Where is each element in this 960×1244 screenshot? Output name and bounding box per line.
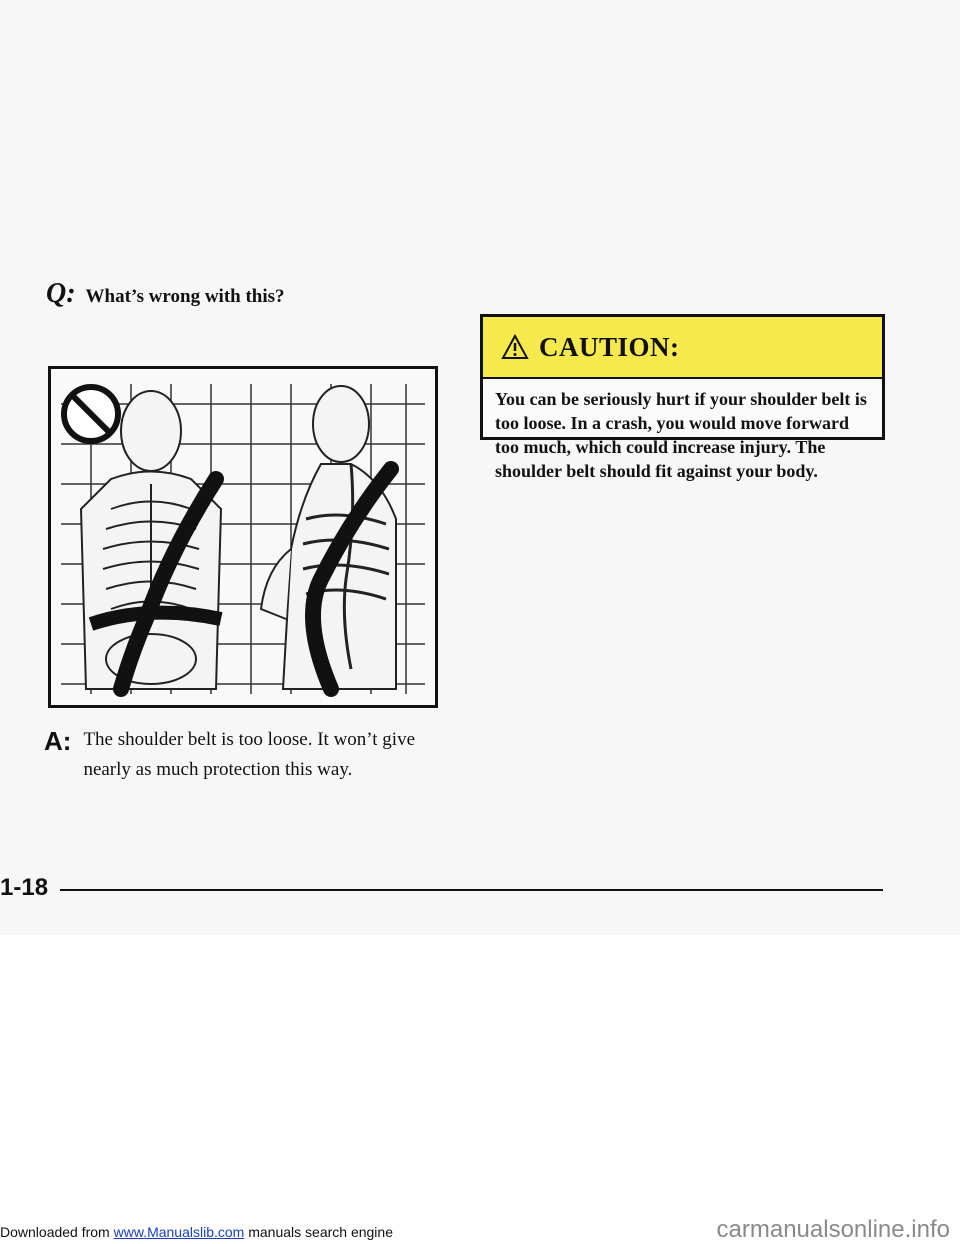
question xyxy=(46,278,285,310)
manualslib-link[interactable]: www.Manualslib.com xyxy=(113,1224,245,1240)
answer-letter: A: xyxy=(44,726,72,756)
watermark: carmanualsonline.info xyxy=(716,1216,950,1243)
banner-prefix: Downloaded from xyxy=(0,1224,114,1240)
footer-rule xyxy=(60,889,883,891)
caution-box xyxy=(480,314,885,481)
question-letter: Q: xyxy=(46,278,76,309)
skeleton-belt-drawing xyxy=(51,369,435,705)
answer-text: The shoulder belt is too loose. It won’t give nearly as much protection this way. xyxy=(83,729,416,780)
warning-triangle-icon xyxy=(501,334,529,360)
prohibited-icon xyxy=(64,387,118,441)
page-number: 1-18 xyxy=(0,874,49,901)
banner-suffix: manuals search engine xyxy=(244,1224,393,1240)
caution-title: CAUTION: xyxy=(539,331,680,362)
caution-body: You can be seriously hurt if your shoulder belt is too loose. In a crash, you would move forward too much, which could increase injury. The shoulder belt should fit against your body. xyxy=(495,389,867,481)
page-footer xyxy=(0,874,960,914)
download-banner xyxy=(0,1224,393,1240)
question-text: What’s wrong with this? xyxy=(85,286,285,307)
loose-belt-illustration xyxy=(48,366,438,708)
caution-header xyxy=(483,317,882,379)
answer xyxy=(44,728,464,785)
